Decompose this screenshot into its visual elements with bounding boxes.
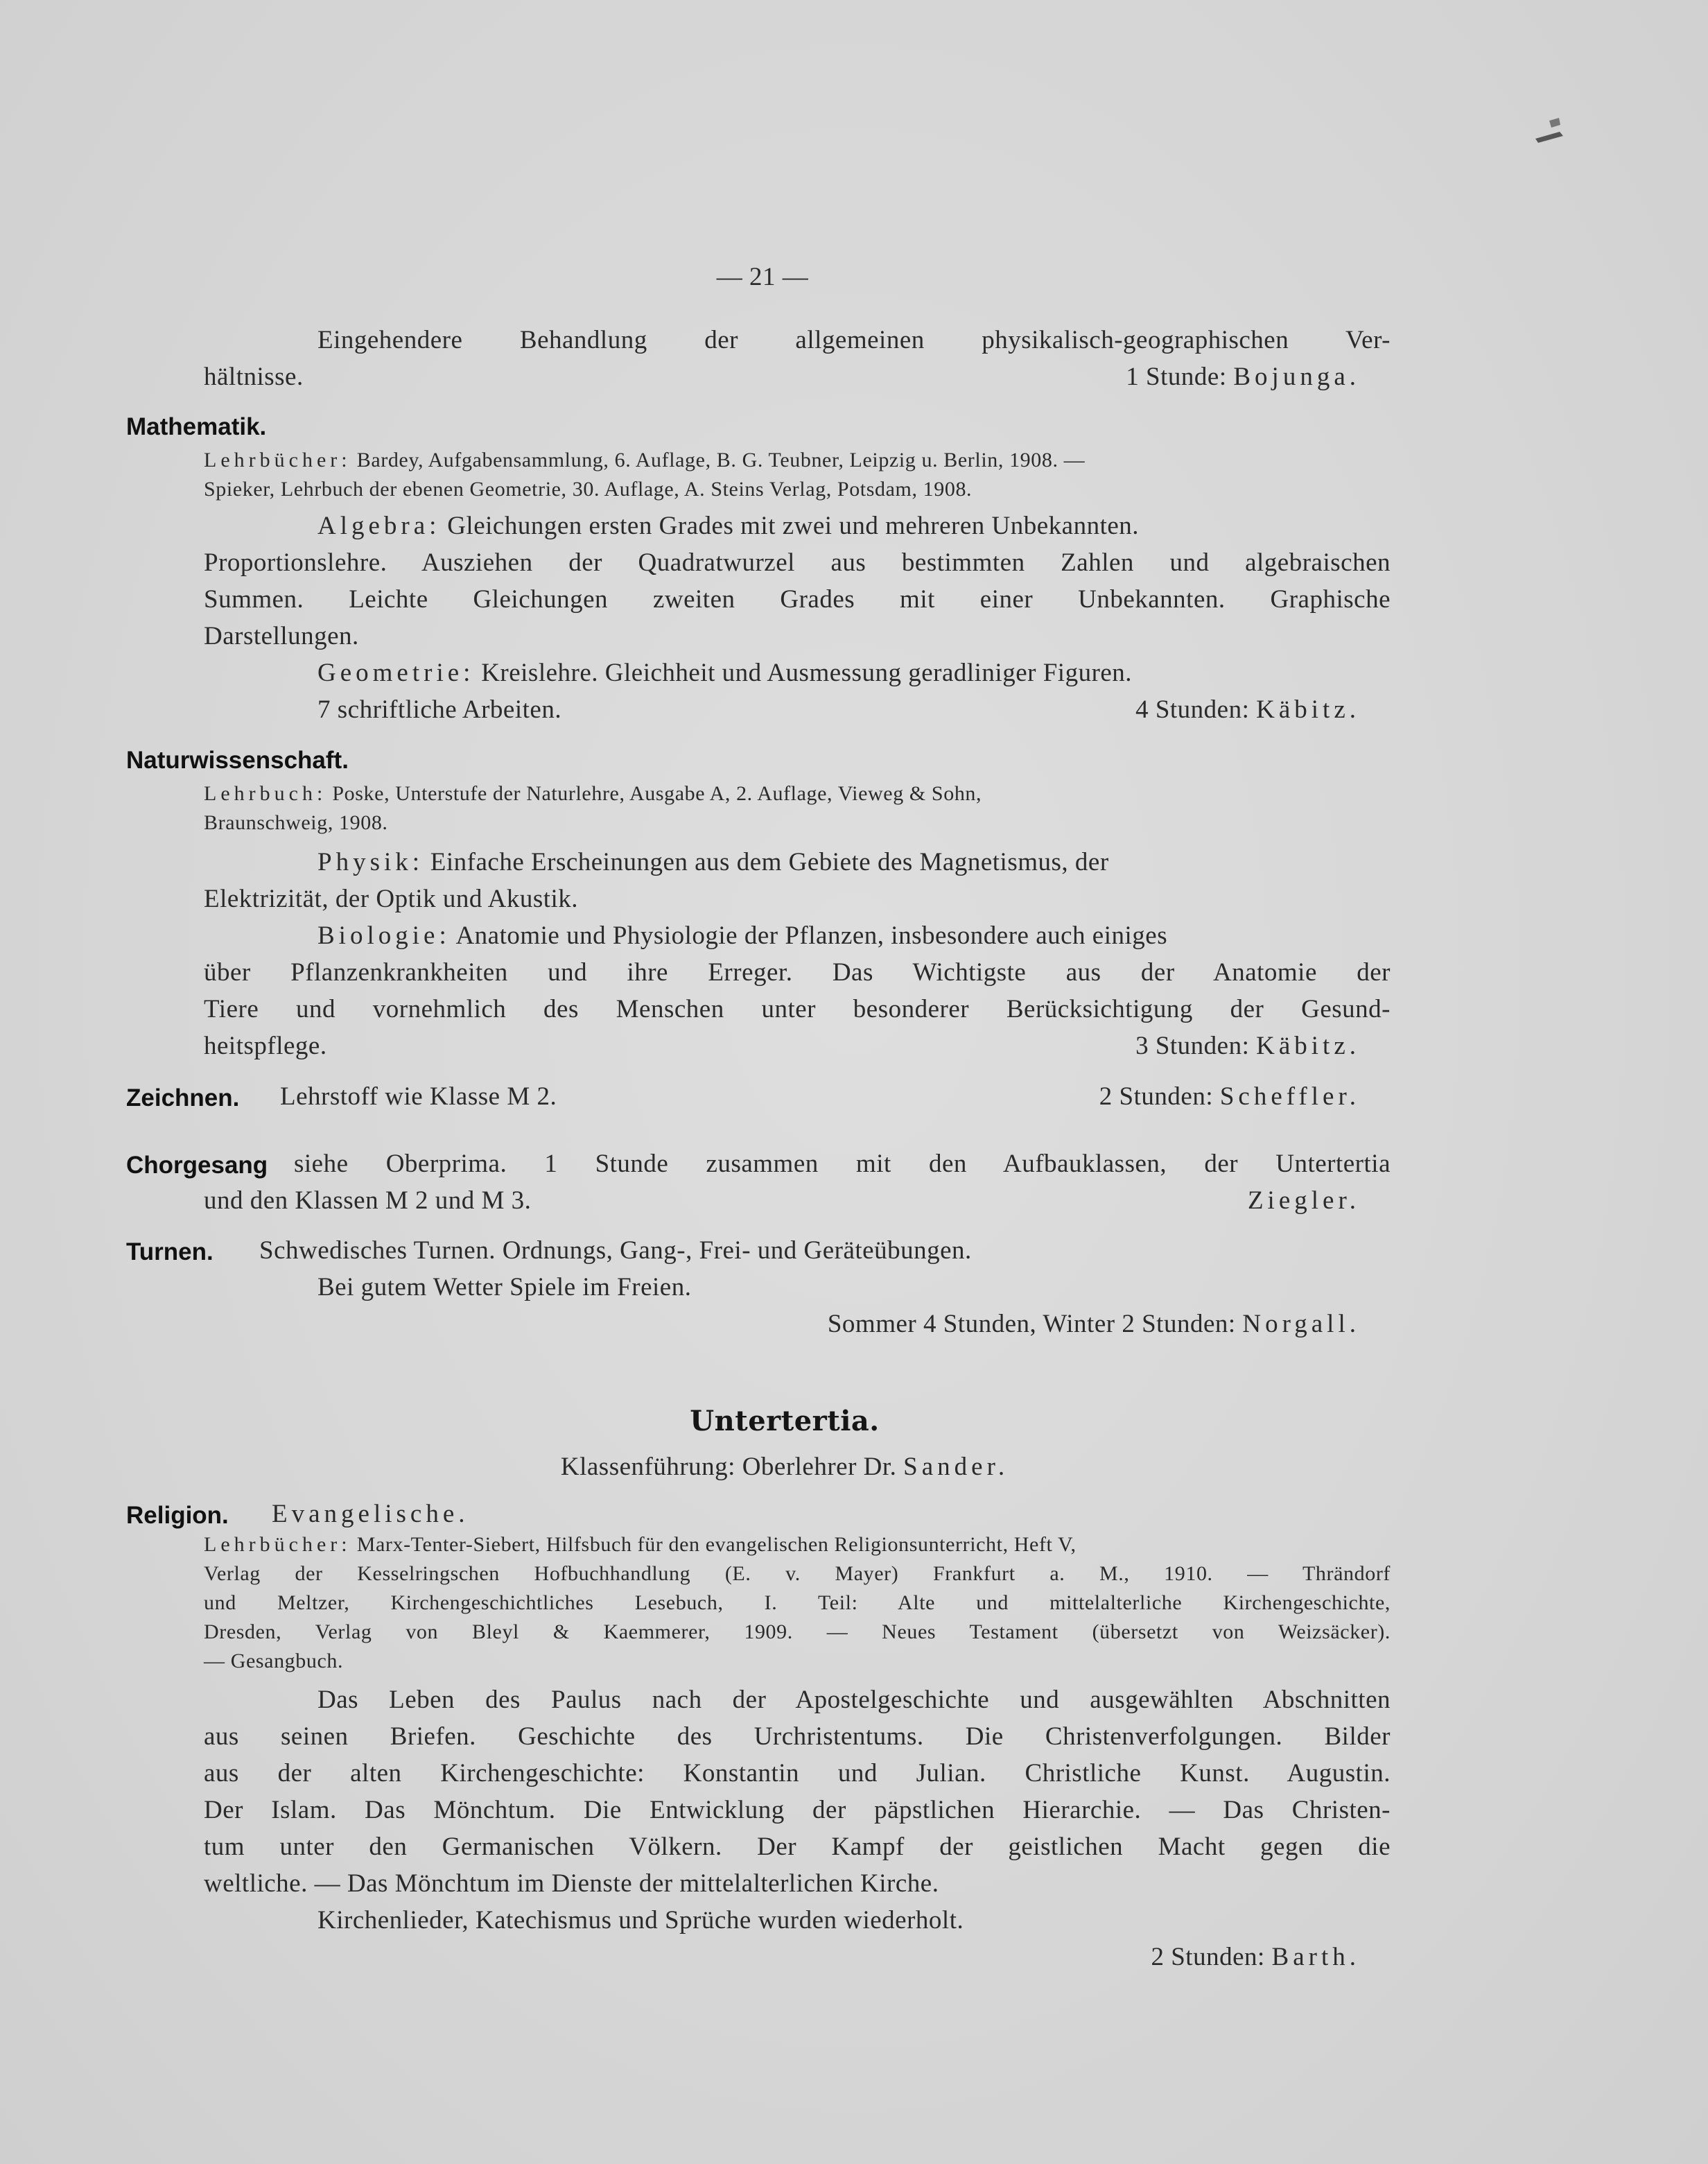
chorgesang-line-1: siehe Oberprima. 1 Stunde zusammen mit den Aufbauklassen, der Untertertia xyxy=(294,1150,1391,1178)
physik-text-1: Einfache Erscheinungen aus dem Gebiete des Magnetismus, der xyxy=(430,848,1109,876)
religion-hours: 2 Stunden: xyxy=(1151,1943,1265,1971)
scan-speck-mark xyxy=(1528,111,1570,153)
mathematik-hours-line xyxy=(901,692,1360,728)
religion-hours-line xyxy=(901,1939,1360,1975)
turnen-hours-line xyxy=(624,1306,1360,1342)
mathematik-hours: 4 Stunden: xyxy=(1135,695,1250,724)
geometrie-line-1 xyxy=(317,655,1391,691)
algebra-label: Algebra: xyxy=(317,512,441,540)
biologie-text-1: Anatomie und Physiologie der Pflanzen, insbesondere auch einiges xyxy=(455,921,1168,950)
biologie-line-1 xyxy=(317,918,1391,954)
turnen-hours: Sommer 4 Stunden, Winter 2 Stunden: xyxy=(827,1310,1236,1338)
intro-teacher: Bojunga. xyxy=(1233,363,1360,391)
physik-line-1 xyxy=(317,845,1391,881)
religion-heading: Religion. xyxy=(126,1502,229,1529)
biologie-line-2: über Pflanzenkrankheiten und ihre Erreger. Das Wichtigste aus der Anatomie der xyxy=(204,958,1391,987)
turnen-teacher: Norgall. xyxy=(1242,1310,1360,1338)
intro-hours: 1 Stunde: xyxy=(1126,363,1227,391)
physik-line-2: Elektrizität, der Optik und Akustik. xyxy=(204,885,579,913)
algebra-line-2: Proportionslehre. Ausziehen der Quadratwurzel aus bestimmten Zahlen und algebraischen xyxy=(204,548,1391,577)
zeichnen-teacher: Scheffler. xyxy=(1219,1082,1360,1111)
religion-books-line-3: und Meltzer, Kirchengeschichtliches Lesebuch, I. Teil: Alte und mittelalterliche Kirchengeschichte, xyxy=(204,1591,1391,1614)
chorgesang-heading: Chorgesang xyxy=(126,1152,268,1179)
physik-label: Physik: xyxy=(317,848,424,876)
naturwissenschaft-book-line-1 xyxy=(204,779,1391,808)
naturwissenschaft-hours-line xyxy=(901,1028,1360,1064)
biologie-label: Biologie: xyxy=(317,921,451,950)
naturwissenschaft-teacher: Käbitz. xyxy=(1256,1032,1360,1060)
religion-body-line-2: aus seinen Briefen. Geschichte des Urchristentums. Die Christenverfolgungen. Bilder xyxy=(204,1722,1391,1751)
turnen-heading: Turnen. xyxy=(126,1238,214,1265)
mathematik-books-label: Lehrbücher: xyxy=(204,449,351,471)
religion-teacher: Barth. xyxy=(1271,1943,1360,1971)
turnen-line-1: Schwedisches Turnen. Ordnungs, Gang-, Frei- und Geräteübungen. xyxy=(259,1236,972,1265)
naturwissenschaft-book-label: Lehrbuch: xyxy=(204,782,327,805)
algebra-line-1 xyxy=(317,508,1391,544)
religion-body-line-3: aus der alten Kirchengeschichte: Konstantin und Julian. Christliche Kunst. Augustin. xyxy=(204,1759,1391,1788)
chorgesang-line-2: und den Klassen M 2 und M 3. xyxy=(204,1186,532,1215)
mathematik-heading: Mathematik. xyxy=(126,413,267,440)
zeichnen-text: Lehrstoff wie Klasse M 2. xyxy=(280,1082,557,1111)
religion-body-line-5: tum unter den Germanischen Völkern. Der Kampf der geistlichen Macht gegen die xyxy=(204,1833,1391,1861)
intro-line-2-hours xyxy=(901,359,1360,395)
mathematik-books-text-1: Bardey, Aufgabensammlung, 6. Auflage, B. G. Teubner, Leipzig u. Berlin, 1908. — xyxy=(356,449,1086,471)
page-number: — 21 — xyxy=(716,263,809,291)
religion-body-line-6: weltliche. — Das Mönchtum im Dienste der mittelalterlichen Kirche. xyxy=(204,1869,939,1898)
naturwissenschaft-hours: 3 Stunden: xyxy=(1135,1032,1250,1060)
algebra-line-4: Darstellungen. xyxy=(204,622,359,650)
religion-books-text-1: Marx-Tenter-Siebert, Hilfsbuch für den evangelischen Religionsunterricht, Heft V, xyxy=(356,1533,1077,1556)
untertertia-klassenfuehrung xyxy=(369,1449,1201,1485)
algebra-text-1: Gleichungen ersten Grades mit zwei und mehreren Unbekannten. xyxy=(447,512,1140,540)
algebra-line-3: Summen. Leichte Gleichungen zweiten Grades mit einer Unbekannten. Graphische xyxy=(204,585,1391,614)
religion-books-line-4: Dresden, Verlag von Bleyl & Kaemmerer, 1909. — Neues Testament (übersetzt von Weizsäcker). xyxy=(204,1620,1391,1643)
biologie-line-3: Tiere und vornehmlich des Menschen unter besonderer Berücksichtigung der Gesund- xyxy=(204,995,1391,1023)
religion-body-line-4: Der Islam. Das Mönchtum. Die Entwicklung der päpstlichen Hierarchie. — Das Christen- xyxy=(204,1796,1391,1824)
naturwissenschaft-book-line-2: Braunschweig, 1908. xyxy=(204,811,388,834)
religion-body-line-1: Das Leben des Paulus nach der Apostelgeschichte und ausgewählten Abschnitten xyxy=(317,1686,1391,1714)
zeichnen-hours: 2 Stunden: xyxy=(1099,1082,1214,1111)
zeichnen-heading: Zeichnen. xyxy=(126,1084,240,1111)
mathematik-books-line-2: Spieker, Lehrbuch der ebenen Geometrie, 30. Auflage, A. Steins Verlag, Potsdam, 1908. xyxy=(204,478,973,501)
mathematik-arbeiten: 7 schriftliche Arbeiten. xyxy=(317,695,562,724)
zeichnen-hours-line xyxy=(901,1079,1360,1115)
untertertia-title: Untertertia. xyxy=(690,1405,880,1437)
klassenfuehrung-name: Sander. xyxy=(903,1453,1009,1481)
intro-line-1: Eingehendere Behandlung der allgemeinen physikalisch-geographischen Ver- xyxy=(317,326,1391,354)
intro-line-2-text: hältnisse. xyxy=(204,363,304,391)
naturwissenschaft-heading: Naturwissenschaft. xyxy=(126,747,349,774)
biologie-line-4: heitspflege. xyxy=(204,1032,327,1060)
chorgesang-teacher: Ziegler. xyxy=(1247,1186,1360,1215)
naturwissenschaft-book-text-1: Poske, Unterstufe der Naturlehre, Ausgabe A, 2. Auflage, Vieweg & Sohn, xyxy=(332,782,982,805)
religion-books-line-5: — Gesangbuch. xyxy=(204,1650,344,1672)
mathematik-teacher: Käbitz. xyxy=(1256,695,1360,724)
klassenfuehrung-label: Klassenführung: Oberlehrer Dr. xyxy=(560,1453,897,1481)
religion-body-line-7: Kirchenlieder, Katechismus und Sprüche wurden wiederholt. xyxy=(317,1906,964,1934)
religion-books-line-1 xyxy=(204,1530,1391,1559)
religion-books-line-2: Verlag der Kesselringschen Hofbuchhandlung (E. v. Mayer) Frankfurt a. M., 1910. — Thrändorf xyxy=(204,1562,1391,1585)
geometrie-label: Geometrie: xyxy=(317,659,475,687)
religion-confession: Evangelische. xyxy=(272,1500,469,1528)
religion-books-label: Lehrbücher: xyxy=(204,1533,351,1556)
mathematik-books-line-1 xyxy=(204,446,1391,475)
turnen-line-2: Bei gutem Wetter Spiele im Freien. xyxy=(317,1273,692,1301)
geometrie-text-1: Kreislehre. Gleichheit und Ausmessung geradliniger Figuren. xyxy=(481,659,1133,687)
